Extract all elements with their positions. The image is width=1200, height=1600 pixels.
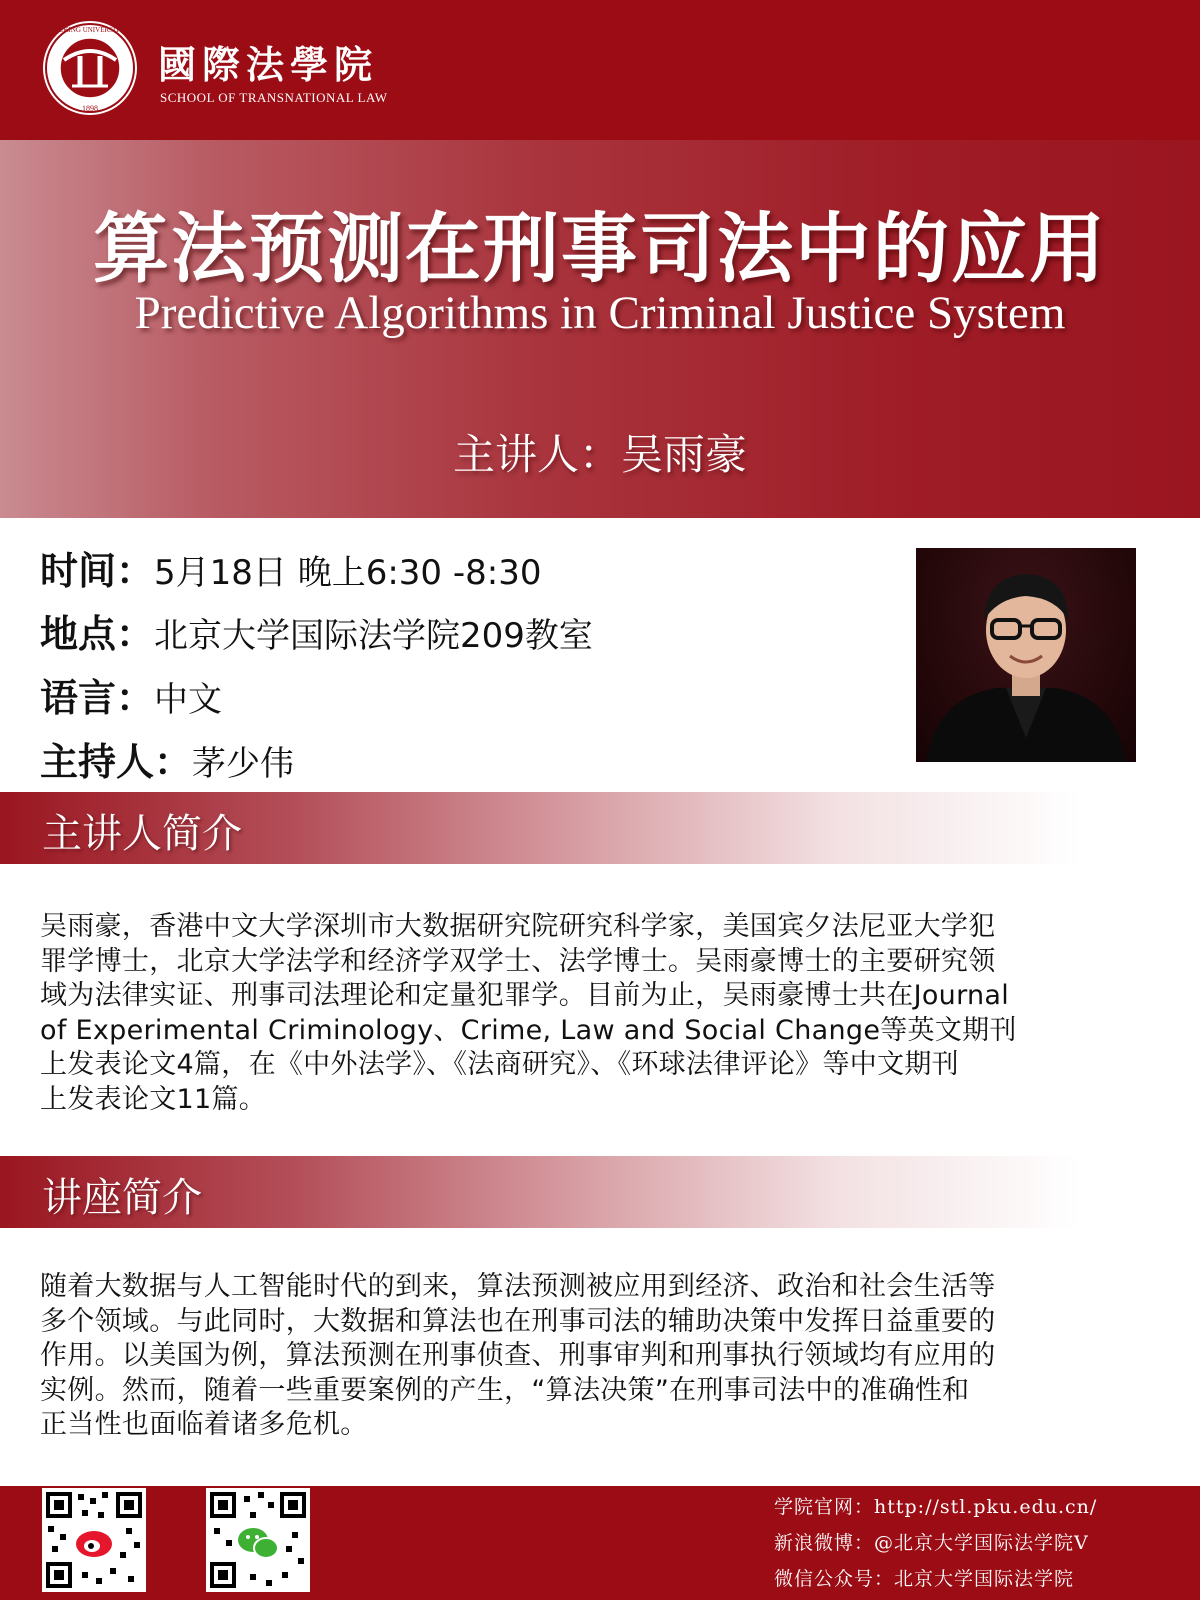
school-name-en: SCHOOL OF TRANSNATIONAL LAW: [160, 90, 388, 105]
info-time: [40, 540, 542, 595]
lecture-title-en: Predictive Algorithms in Criminal Justice System: [134, 287, 1066, 339]
hero-banner: [0, 140, 1200, 518]
host-value: 茅少伟: [192, 744, 295, 784]
speaker-bio-heading-bar: [0, 792, 1200, 864]
language-value: 中文: [154, 680, 223, 720]
bio-line: 吴雨豪，香港中文大学深圳市大数据研究院研究科学家，美国宾夕法尼亚大学犯: [40, 911, 996, 942]
language-label: 语言：: [40, 676, 155, 720]
university-seal-icon: [42, 20, 138, 116]
bio-line: 罪学博士，北京大学法学和经济学双学士、法学博士。吴雨豪博士的主要研究领: [40, 945, 996, 977]
bio-line: 上发表论文11篇。: [40, 1083, 267, 1115]
bio-line: 上发表论文4篇，在《中外法学》、《法商研究》、《环球法律评论》等中文期刊: [40, 1049, 959, 1080]
lecture-intro-heading: 讲座简介: [42, 1175, 202, 1221]
weibo-qr-icon[interactable]: [42, 1488, 146, 1592]
school-name-cn: 國際法學院: [158, 42, 379, 87]
time-label: 时间：: [40, 549, 155, 593]
intro-line: 实例。然而，随着一些重要案例的产生，“算法决策”在刑事司法中的准确性和: [40, 1374, 970, 1406]
intro-line: 作用。以美国为例，算法预测在刑事侦查、刑事审判和刑事执行领域均有应用的: [40, 1340, 996, 1371]
place-label: 地点：: [40, 612, 155, 656]
place-value: 北京大学国际法学院209教室: [154, 616, 593, 656]
footer-weibo[interactable]: 新浪微博：@北京大学国际法学院V: [774, 1532, 1089, 1554]
intro-line: 随着大数据与人工智能时代的到来，算法预测被应用到经济、政治和社会生活等: [40, 1271, 996, 1302]
lecture-intro-heading-bar: [0, 1156, 1200, 1228]
footer-website[interactable]: 学院官网：http://stl.pku.edu.cn/: [774, 1496, 1098, 1518]
bio-line: 域为法律实证、刑事司法理论和定量犯罪学。目前为止，吴雨豪博士共在Journal: [40, 980, 1010, 1011]
seal-year: 1898: [82, 104, 98, 113]
lecture-title-cn: 算法预测在刑事司法中的应用: [93, 204, 1107, 293]
speaker-line: 主讲人：吴雨豪: [452, 430, 747, 479]
lecture-intro-text: [40, 1270, 1140, 1443]
header-bar: [0, 0, 1200, 140]
info-host: [40, 731, 294, 786]
host-label: 主持人：: [40, 740, 193, 784]
intro-line: 正当性也面临着诸多危机。: [40, 1409, 368, 1440]
time-value: 5月18日 晚上6:30 -8:30: [154, 553, 542, 593]
info-place: [40, 603, 593, 658]
speaker-bio-text: [40, 910, 1140, 1117]
seal-text: PEKING UNIVERSITY: [55, 26, 125, 34]
speaker-photo: [916, 548, 1136, 762]
info-language: [40, 667, 222, 722]
bio-line: of Experimental Criminology、Crime, Law and Social Change等英文期刊: [40, 1014, 1017, 1046]
wechat-qr-icon[interactable]: [206, 1488, 310, 1592]
speaker-bio-heading: 主讲人简介: [42, 811, 242, 857]
intro-line: 多个领域。与此同时，大数据和算法也在刑事司法的辅助决策中发挥日益重要的: [40, 1305, 996, 1337]
footer-wechat: 微信公众号：北京大学国际法学院: [774, 1568, 1075, 1590]
